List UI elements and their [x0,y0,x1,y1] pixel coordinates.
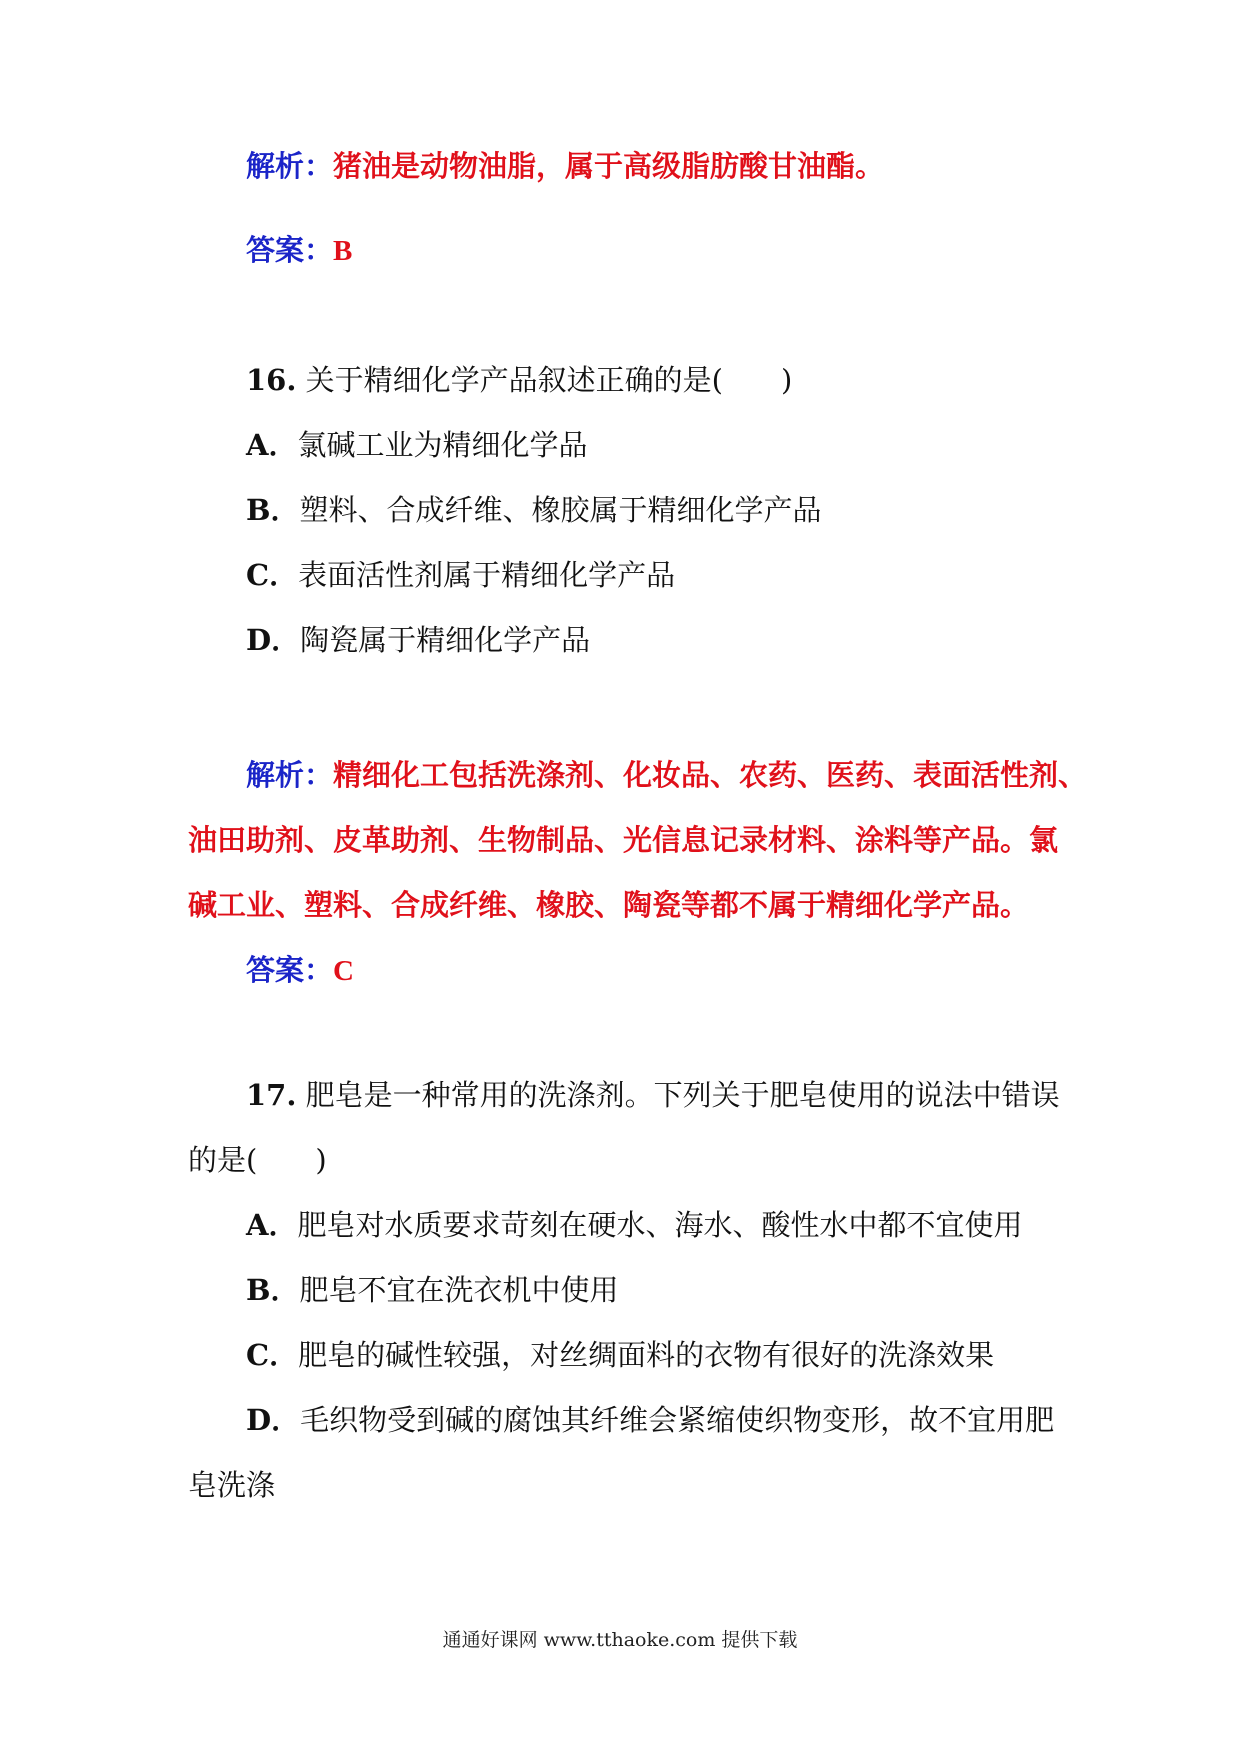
q16-explanation [246,755,1087,795]
option-text: 表面活性剂属于精细化学产品 [298,558,676,592]
option-letter: C． [246,1338,299,1372]
option-letter: D． [246,623,301,657]
answer-value: C [333,955,354,987]
option-letter: B． [246,1273,300,1307]
q16-option-a [246,425,588,465]
q15-answer [246,230,352,271]
explanation-label: 解析： [246,149,334,183]
question-number: 17. [246,1078,297,1112]
question-stem: 肥皂是一种常用的洗涤剂。下列关于肥皂使用的说法中错误 [305,1078,1060,1112]
option-text: 毛织物受到碱的腐蚀其纤维会紧缩使织物变形，故不宜用肥 [300,1403,1055,1437]
q17-option-b [246,1270,619,1310]
option-letter: A． [246,1208,298,1242]
option-text: 塑料、合成纤维、橡胶属于精细化学产品 [299,493,822,527]
q15-explanation [246,146,884,186]
option-letter: B． [246,493,300,527]
q16-option-c [246,555,675,595]
option-letter: C． [246,558,299,592]
question-stem: 关于精细化学产品叙述正确的是( ) [305,363,793,397]
q16-option-b [246,490,822,530]
q17-option-c [246,1335,994,1375]
answer-value: B [333,235,353,267]
explanation-text: 猪油是动物油脂，属于高级脂肪酸甘油酯。 [333,149,885,183]
question-number: 16. [246,363,297,397]
q17-stem [246,1075,1060,1115]
option-text: 肥皂对水质要求苛刻在硬水、海水、酸性水中都不宜使用 [297,1208,1023,1242]
q17-option-d-continued: 皂洗涤 [188,1468,276,1502]
option-text: 陶瓷属于精细化学产品 [300,623,591,657]
option-letter: A． [246,428,298,462]
q17-stem-line-2: 的是( ) [188,1143,327,1177]
option-text: 肥皂不宜在洗衣机中使用 [299,1273,619,1307]
answer-label: 答案： [246,953,334,987]
q16-answer [246,950,354,991]
option-text: 肥皂的碱性较强，对丝绸面料的衣物有很好的洗涤效果 [298,1338,995,1372]
explanation-label: 解析： [246,758,334,792]
footer-source: 通通好课网 www.tthaoke.com 提供下载 [442,1629,798,1651]
q17-option-d [246,1400,1054,1440]
option-letter: D． [246,1403,301,1437]
explanation-text: 精细化工包括洗涤剂、化妆品、农药、医药、表面活性剂、 [333,758,1088,792]
q17-option-a [246,1205,1023,1245]
q16-stem [246,360,792,400]
option-text: 氯碱工业为精细化学品 [297,428,588,462]
q16-explanation-line-2: 油田助剂、皮革助剂、生物制品、光信息记录材料、涂料等产品。氯 [188,823,1059,857]
q16-option-d [246,620,590,660]
answer-label: 答案： [246,233,334,267]
q16-explanation-line-3: 碱工业、塑料、合成纤维、橡胶、陶瓷等都不属于精细化学产品。 [188,888,1030,922]
